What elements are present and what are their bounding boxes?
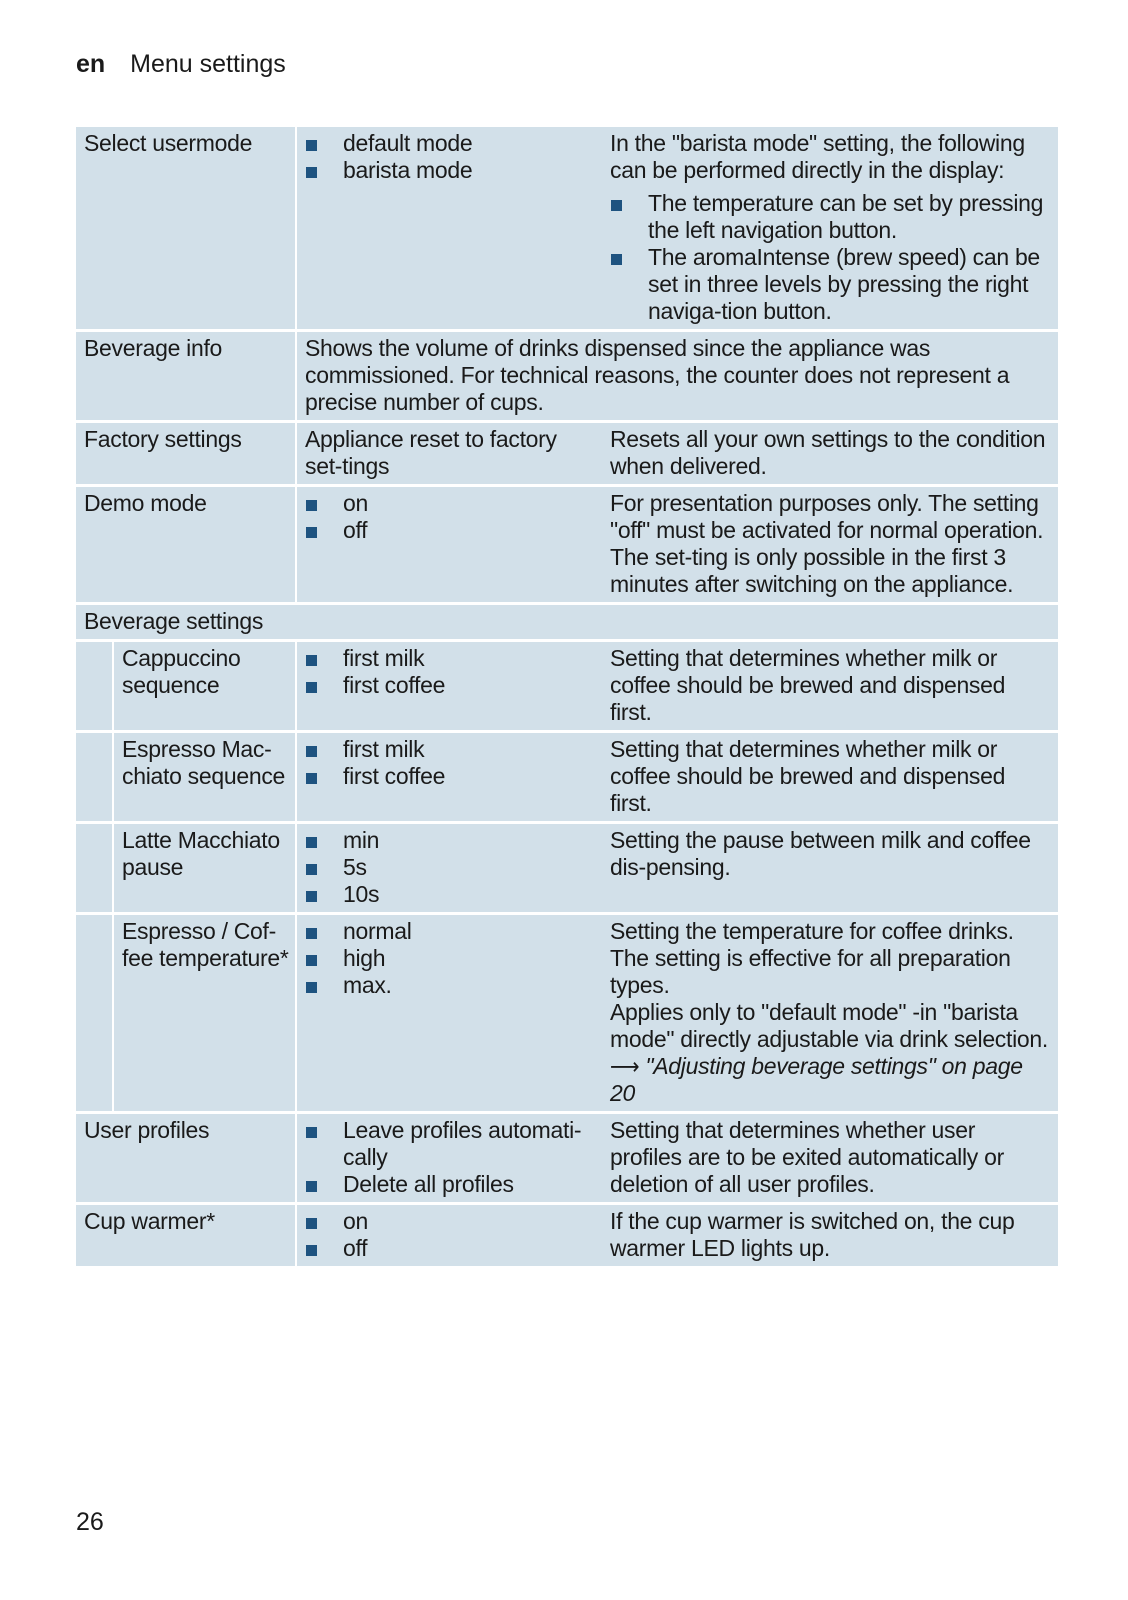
arrow-right-icon: ⟶ xyxy=(610,1053,640,1079)
setting-options xyxy=(297,1114,602,1202)
setting-description: For presentation purposes only. The setting "off" must be activated for normal operation. The set-ting is only possible in the first 3 minutes after switching on the appliance. xyxy=(610,490,1044,597)
table-row xyxy=(76,605,1058,642)
table-row xyxy=(76,1205,1058,1266)
option-item: default mode xyxy=(305,130,596,157)
setting-options xyxy=(297,642,602,730)
setting-options xyxy=(297,1205,602,1266)
setting-description: Setting the pause between milk and coffee dis-pensing. xyxy=(610,827,1031,880)
language-code: en xyxy=(76,50,106,78)
page-title: Menu settings xyxy=(130,50,286,78)
page-number: 26 xyxy=(76,1508,104,1536)
description-bullet: The temperature can be set by pressing the left navigation button. xyxy=(610,190,1050,244)
setting-description: Setting that determines whether user profiles are to be exited automatically or deletion of all user profiles. xyxy=(610,1117,1004,1197)
setting-description: Resets all your own settings to the condition when delivered. xyxy=(610,426,1046,479)
indent-spacer xyxy=(76,915,114,1111)
setting-label-cell xyxy=(76,642,297,730)
option-item: 10s xyxy=(305,881,596,908)
option-item: first coffee xyxy=(305,672,596,699)
option-item: first milk xyxy=(305,645,596,672)
option-item: off xyxy=(305,1235,596,1262)
setting-options xyxy=(297,127,602,329)
option-item: min xyxy=(305,827,596,854)
option-item: normal xyxy=(305,918,596,945)
option-item: high xyxy=(305,945,596,972)
page-reference[interactable] xyxy=(610,1053,1050,1107)
option-item: max. xyxy=(305,972,596,999)
setting-options: Appliance reset to factory set-tings xyxy=(305,426,557,479)
table-row xyxy=(76,127,1058,332)
description-text: Applies only to "default mode" -in "barista mode" directly adjustable via drink selection. xyxy=(610,999,1048,1052)
setting-options xyxy=(297,915,602,1111)
setting-label: Select usermode xyxy=(76,127,297,329)
setting-label: Espresso / Cof-fee temperature* xyxy=(122,918,289,971)
section-label: Beverage settings xyxy=(84,608,264,634)
table-row xyxy=(76,332,1058,423)
table-row xyxy=(76,487,1058,605)
option-item: Leave profiles automati-cally xyxy=(305,1117,596,1171)
description-text: Setting the temperature for coffee drinks. xyxy=(610,918,1014,944)
setting-description: Shows the volume of drinks dispensed since the appliance was commissioned. For technical reasons, the counter does not represent a precise number of cups. xyxy=(305,335,1010,415)
option-item: barista mode xyxy=(305,157,596,184)
setting-description: If the cup warmer is switched on, the cup warmer LED lights up. xyxy=(610,1208,1015,1261)
setting-label: User profiles xyxy=(76,1114,297,1202)
setting-description: Setting that determines whether milk or coffee should be brewed and dispensed first. xyxy=(610,736,1006,816)
option-item: on xyxy=(305,490,596,517)
setting-label: Beverage info xyxy=(76,332,297,420)
setting-label: Latte Macchiato pause xyxy=(122,827,280,880)
option-item: 5s xyxy=(305,854,596,881)
setting-label-cell xyxy=(76,824,297,912)
menu-settings-table xyxy=(76,127,1058,1266)
section-spacer xyxy=(297,605,1058,639)
setting-options xyxy=(297,824,602,912)
table-row xyxy=(76,733,1058,824)
description-text: In the "barista mode" setting, the following can be performed directly in the display: xyxy=(610,130,1025,183)
option-item: first coffee xyxy=(305,763,596,790)
setting-description xyxy=(602,915,1058,1111)
option-item: first milk xyxy=(305,736,596,763)
indent-spacer xyxy=(76,824,114,912)
setting-label: Demo mode xyxy=(76,487,297,602)
option-item: Delete all profiles xyxy=(305,1171,596,1198)
indent-spacer xyxy=(76,733,114,821)
description-bullet: The aromaIntense (brew speed) can be set in three levels by pressing the right naviga-tion button. xyxy=(610,244,1050,325)
indent-spacer xyxy=(76,642,114,730)
setting-label-cell xyxy=(76,915,297,1111)
option-item: on xyxy=(305,1208,596,1235)
page-header xyxy=(76,50,286,79)
setting-description xyxy=(602,127,1058,329)
setting-label-cell xyxy=(76,733,297,821)
table-row xyxy=(76,423,1058,487)
page-reference-link[interactable]: "Adjusting beverage settings" on page 20 xyxy=(610,1053,1023,1106)
setting-options xyxy=(297,487,602,602)
table-row xyxy=(76,1114,1058,1205)
setting-label: Cappuccino sequence xyxy=(122,645,241,698)
table-row xyxy=(76,824,1058,915)
table-row xyxy=(76,915,1058,1114)
setting-options xyxy=(297,733,602,821)
setting-label: Cup warmer* xyxy=(76,1205,297,1266)
description-text: The setting is effective for all preparation types. xyxy=(610,945,1011,998)
option-item: off xyxy=(305,517,596,544)
setting-label: Espresso Mac-chiato sequence xyxy=(122,736,286,789)
setting-label: Factory settings xyxy=(76,423,297,484)
table-row xyxy=(76,642,1058,733)
setting-description: Setting that determines whether milk or coffee should be brewed and dispensed first. xyxy=(610,645,1006,725)
